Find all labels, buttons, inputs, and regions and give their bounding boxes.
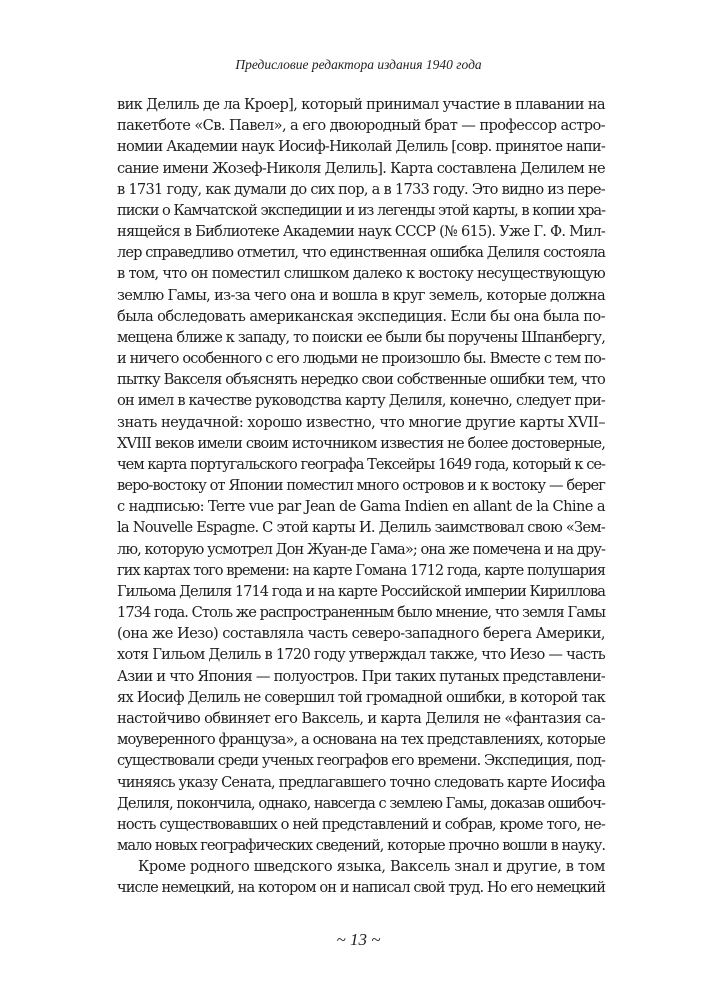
text-line-content: лер справедливо отметил, что единственная ошибка Делиля состояла bbox=[117, 244, 605, 262]
text-line bbox=[117, 623, 605, 644]
text-line bbox=[117, 877, 605, 898]
text-line-content: веро-востоку от Японии поместил много островов и к востоку — берег bbox=[117, 477, 605, 495]
text-line-content: ность существовавших о ней представлений и собрав, кроме того, не- bbox=[117, 815, 605, 833]
text-line-content: была обследовать американская экспедиция. Если бы она была по- bbox=[117, 307, 605, 325]
page-number: ~ 13 ~ bbox=[336, 930, 381, 949]
text-line bbox=[117, 200, 605, 221]
text-line bbox=[117, 644, 605, 665]
text-line-content: la Nouvelle Espagne. С этой карты И. Делиль заимствовал свою «Зем- bbox=[117, 519, 605, 537]
text-line-content: Гильома Делиля 1714 года и на карте Российской империи Кириллова bbox=[117, 582, 605, 600]
text-line-content: он имел в качестве руководства карту Делиля, конечно, следует при- bbox=[117, 392, 606, 410]
text-line bbox=[117, 475, 605, 496]
text-line-content: гих картах того времени: на карте Гомана 1712 года, карте полушария bbox=[117, 561, 605, 579]
text-line-content: в 1731 году, как думали до сих пор, а в 1733 году. Это видно из пере- bbox=[117, 180, 605, 198]
text-line bbox=[117, 708, 605, 729]
text-line-content: Кроме родного шведского языка, Ваксель знал и другие, в том bbox=[138, 858, 605, 876]
text-line-content: настойчиво обвиняет его Ваксель, и карта Делиля не «фантазия са- bbox=[117, 709, 605, 727]
text-line-content: (она же Иезо) составляла часть северо-западного берега Америки, bbox=[117, 625, 605, 643]
text-line-content: XVIII веков имели своим источником известия не более достоверные, bbox=[117, 434, 605, 452]
text-line-content: в том, что он поместил слишком далеко к востоку несуществующую bbox=[117, 265, 605, 283]
text-line-content: Азии и что Япония — полуостров. При таких путаных представлени- bbox=[117, 667, 605, 685]
text-line bbox=[117, 348, 605, 369]
text-line-content: хотя Гильом Делиль в 1720 году утверждал также, что Иезо — часть bbox=[117, 646, 605, 664]
text-line-content: писки о Камчатской экспедиции и из легенды этой карты, в копии хра- bbox=[117, 201, 605, 219]
text-line bbox=[117, 327, 605, 348]
text-line bbox=[117, 856, 605, 877]
text-line-content: моуверенного француза», а основана на тех представлениях, которые bbox=[117, 731, 605, 749]
text-line bbox=[117, 835, 605, 856]
text-line bbox=[117, 158, 605, 179]
text-line bbox=[117, 263, 605, 284]
text-line-content: 1734 года. Столь же распространенным было мнение, что земля Гамы bbox=[117, 604, 605, 622]
text-line bbox=[117, 285, 605, 306]
text-line bbox=[117, 242, 605, 263]
text-line-content: мещена ближе к западу, то поиски ее были бы поручены Шпанбергу, bbox=[117, 328, 606, 346]
text-line bbox=[117, 136, 605, 157]
text-line-content: вик Делиль де ла Кроер], который принимал участие в плавании на bbox=[117, 96, 605, 113]
text-line-content: пакетботе «Св. Павел», а его двоюродный брат — профессор астро- bbox=[117, 117, 605, 135]
running-header: Предисловие редактора издания 1940 года bbox=[235, 57, 482, 72]
text-line bbox=[117, 772, 605, 793]
text-line-content: лю, которую усмотрел Дон Жуан-де Гама»; она же помечена и на дру- bbox=[117, 540, 605, 558]
text-line bbox=[117, 539, 605, 560]
text-line bbox=[117, 454, 605, 475]
text-line bbox=[117, 390, 605, 411]
text-line-content: чем карта португальского географа Тексейры 1649 года, который к се- bbox=[117, 455, 605, 473]
text-line bbox=[117, 602, 605, 623]
text-line bbox=[117, 94, 605, 115]
text-line-content: сание имени Жозеф-Николя Делиль]. Карта составлена Делилем не bbox=[117, 159, 605, 177]
text-line bbox=[117, 666, 605, 687]
text-line-content: знать неудачной: хорошо известно, что многие другие карты XVII– bbox=[117, 413, 606, 431]
text-line-content: нящейся в Библиотеке Академии наук СССР (№ 615). Уже Г. Ф. Мил- bbox=[117, 223, 605, 241]
text-line bbox=[117, 433, 605, 454]
text-line bbox=[117, 221, 605, 242]
text-line bbox=[117, 560, 605, 581]
text-line-content: мало новых географических сведений, которые прочно вошли в науку. bbox=[117, 837, 605, 855]
text-line bbox=[117, 496, 605, 517]
text-line-content: ях Иосиф Делиль не совершил той громадной ошибки, в которой так bbox=[117, 688, 605, 706]
text-line bbox=[117, 412, 605, 433]
text-line bbox=[117, 814, 605, 835]
text-line bbox=[117, 729, 605, 750]
text-line bbox=[117, 369, 605, 390]
text-line-content: с надписью: Terre vue par Jean de Gama Indien en allant de la Chine a bbox=[117, 498, 605, 516]
text-line-content: землю Гамы, из-за чего она и вошла в круг земель, которые должна bbox=[117, 286, 605, 304]
text-line-content: чиняясь указу Сената, предлагавшего точно следовать карте Иосифа bbox=[117, 773, 605, 791]
text-line bbox=[117, 581, 605, 602]
text-line bbox=[117, 750, 605, 771]
text-line bbox=[117, 179, 605, 200]
text-line-content: и ничего особенного с его людьми не произошло бы. Вместе с тем по- bbox=[117, 350, 605, 368]
text-line bbox=[117, 306, 605, 327]
text-line bbox=[117, 793, 605, 814]
text-line bbox=[117, 115, 605, 136]
text-line-content: существовали среди ученых географов его времени. Экспедиция, под- bbox=[117, 752, 605, 770]
text-line-content: Делиля, покончила, однако, навсегда с землею Гамы, доказав ошибоч- bbox=[117, 794, 605, 812]
page-body-text bbox=[117, 94, 605, 899]
text-line-content: номии Академии наук Иосиф-Николай Делиль [совр. принятое напи- bbox=[117, 138, 605, 156]
text-line-content: числе немецкий, на котором он и написал свой труд. Но его немецкий bbox=[117, 879, 605, 897]
text-line-content: пытку Вакселя объяснять нередко свои собственные ошибки тем, что bbox=[117, 371, 605, 389]
text-line bbox=[117, 517, 605, 538]
text-line bbox=[117, 687, 605, 708]
